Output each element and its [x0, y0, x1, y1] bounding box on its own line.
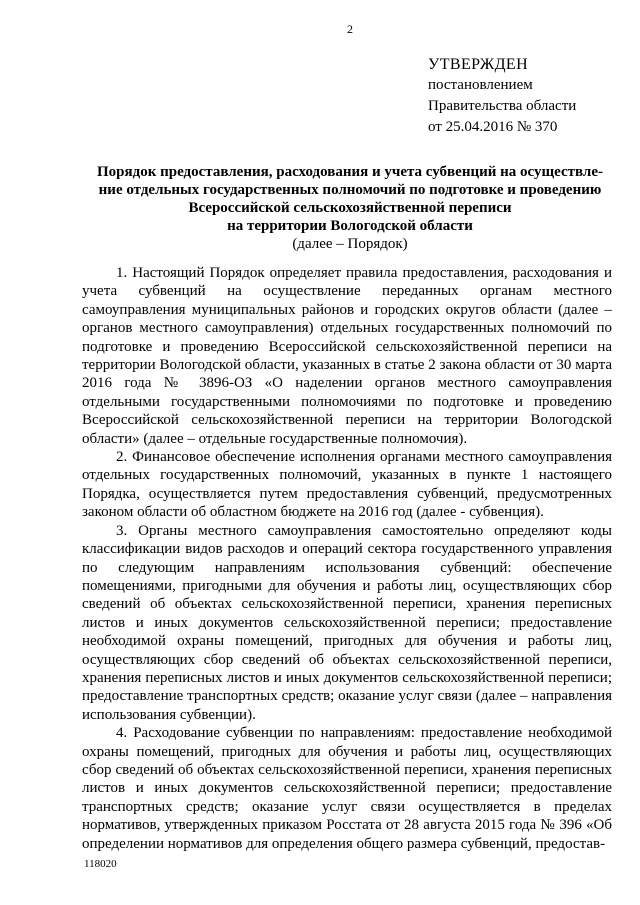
document-title — [60, 163, 640, 235]
approval-line: Правительства области — [428, 98, 577, 114]
document-subtitle: (далее – Порядок) — [292, 236, 408, 252]
paragraph: 4. Расходование субвенции по направлениям: предоставление необходимой охраны помещений, пригодных для обучения и работы лиц, осуществляющих сбор сведений об объектах сельскохозяйственной переписи, хранения переписных листов и иных документов сельскохозяйственной переписи; предоставление транспортных средств; оказание услуг связи осуществляется в пределах нормативов, утвержденных приказом Росстата от 28 августа 2015 года № 396 «Об определении нормативов для определения общего размера субвенций, предостав- — [82, 725, 612, 852]
document-body — [82, 264, 612, 853]
paragraph: 3. Органы местного самоуправления самостоятельно определяют коды классификации видов расходов и операций сектора государственного управления по следующим направлениям использования субвенций: обеспечение помещениями, пригодными для обучения и работы лиц, осуществляющих сбор сведений об объектах сельскохозяйственной переписи, хранения переписных листов и иных документов сельскохозяйственной переписи; предоставление необходимой охраны помещений, пригодных для обучения и работы лиц, осуществляющих сбор сведений об объектах сельскохозяйственной переписи, хранения переписных листов и иных документов сельскохозяйственной переписи; предоставление транспортных средств; оказание услуг связи (далее – направления использования субвенции). — [82, 522, 612, 723]
approval-heading: УТВЕРЖДЕН — [428, 56, 529, 73]
paragraph: 2. Финансовое обеспечение исполнения органами местного самоуправления отдельных государственных полномочий, указанных в пункте 1 настоящего Порядка, осуществляется путем предоставления субвенций, предусмотренных законом области об областном бюджете на 2016 год (далее - субвенция). — [82, 449, 612, 521]
title-line: ние отдельных государственных полномочий по подготовке и проведению — [98, 182, 602, 198]
title-line: на территории Вологодской области — [227, 218, 473, 234]
document-code: 118020 — [84, 858, 117, 870]
approval-stamp — [428, 54, 576, 138]
title-line: Порядок предоставления, расходования и учета субвенций на осуществле- — [97, 164, 603, 180]
approval-line: постановлением — [428, 77, 533, 93]
approval-line: от 25.04.2016 № 370 — [428, 119, 558, 135]
paragraph: 1. Настоящий Порядок определяет правила предоставления, расходования и учета субвенций на осуществление переданных органам местного самоуправления муниципальных районов и городских округов области (далее – органов местного самоуправления) отдельных государственных полномочий по подготовке и проведению Всероссийской сельскохозяйственной переписи на территории Вологодской области, указанных в статье 2 закона области от 30 марта 2016 года № 3896-ОЗ «О наделении органов местного самоуправления отдельными государственными полномочиями по подготовке и проведению Всероссийской сельскохозяйственной переписи на территории Вологодской области» (далее – отдельные государственные полномочия). — [82, 265, 612, 447]
page-number: 2 — [347, 22, 353, 36]
title-line: Всероссийской сельскохозяйственной переписи — [188, 200, 512, 216]
